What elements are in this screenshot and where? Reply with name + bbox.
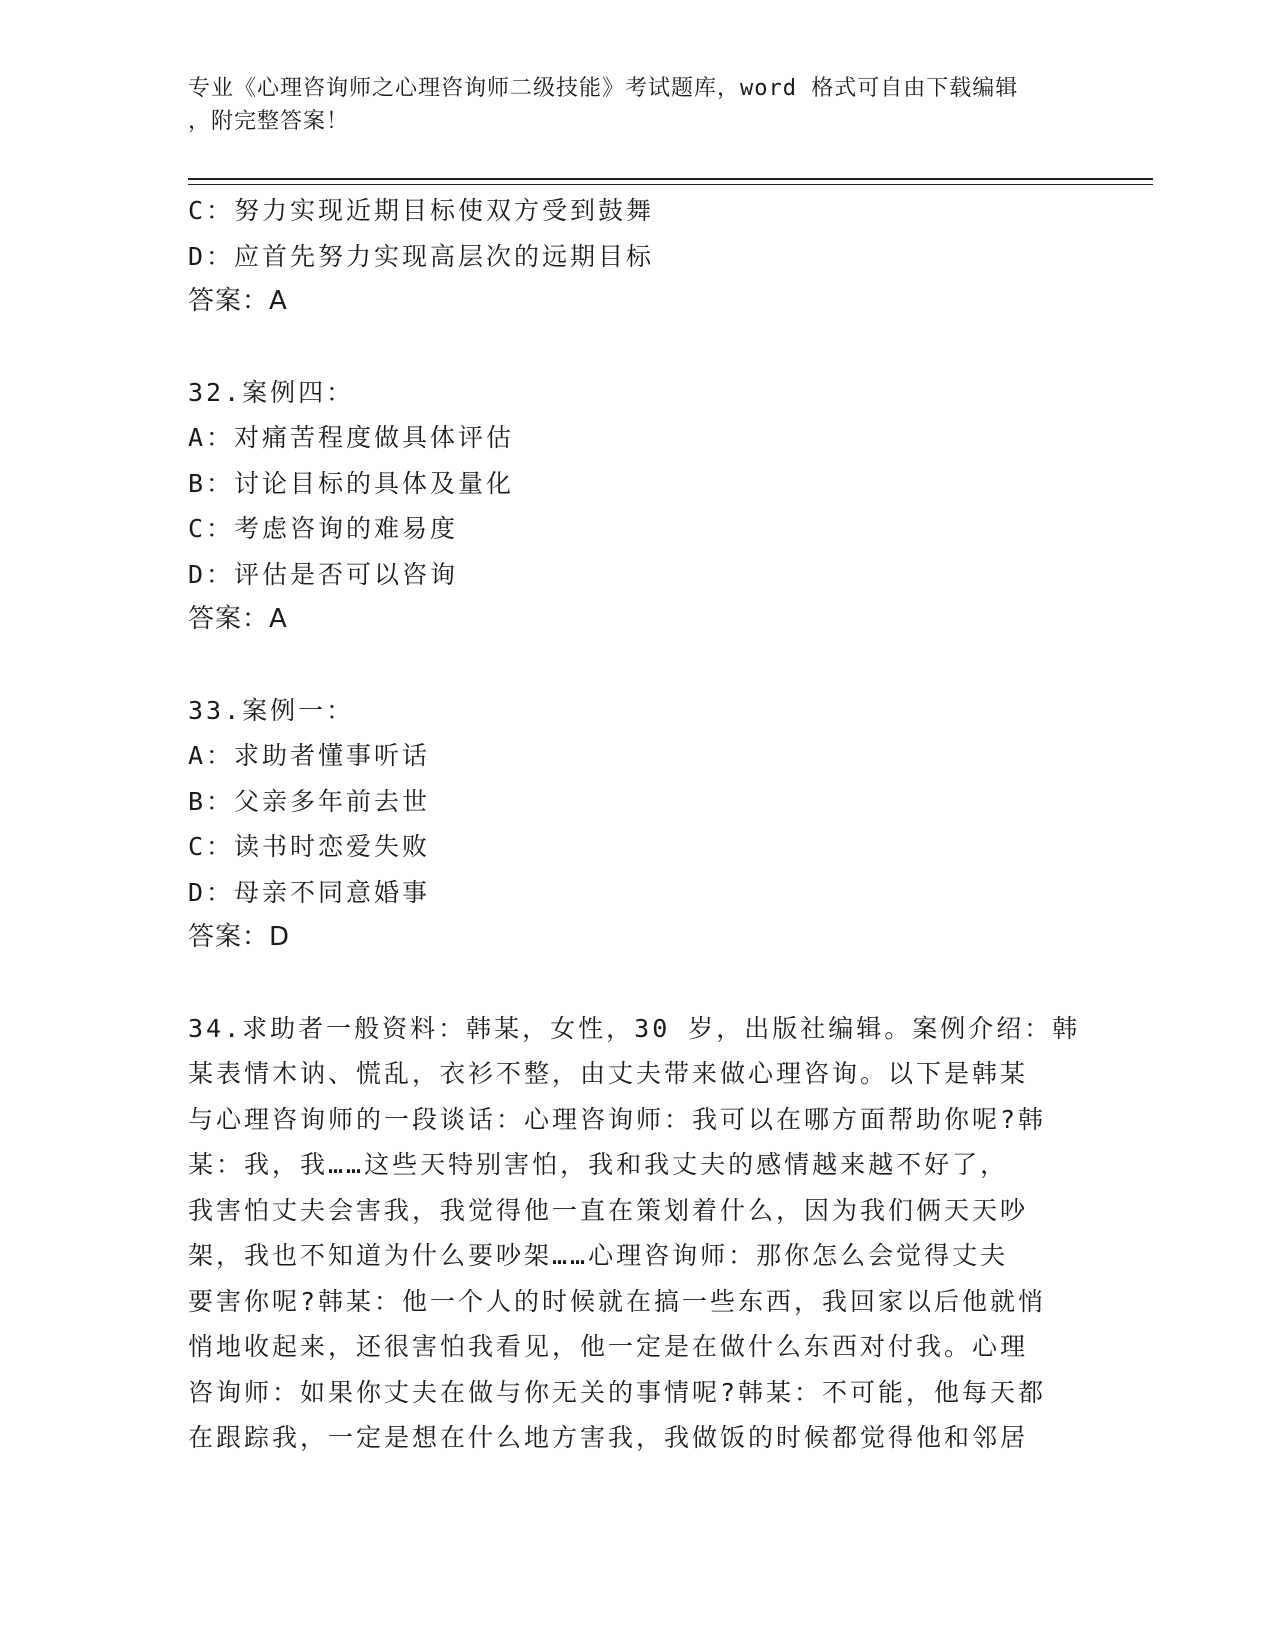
- header-line-2: ，附完整答案！: [188, 109, 350, 134]
- spacer: [188, 325, 1088, 370]
- answer-line: 答案：D: [188, 922, 291, 952]
- paragraph-line: 在跟踪我，一定是想在什么地方害我，我做饭的时候都觉得他和邻居: [188, 1423, 1029, 1452]
- paragraph-line: 34.求助者一般资料：韩某，女性，30 岁，出版社编辑。案例介绍：韩: [188, 1013, 1081, 1043]
- spacer: [188, 961, 1088, 1006]
- question-title: 32.案例四：: [188, 377, 355, 407]
- question-34: [188, 1006, 1088, 1461]
- paragraph-line: 悄地收起来，还很害怕我看见，他一定是在做什么东西对付我。心理: [188, 1332, 1029, 1361]
- option-c: C：考虑咨询的难易度: [188, 514, 459, 543]
- option-a: A：对痛苦程度做具体评估: [188, 423, 515, 452]
- question-31-fragment: [188, 188, 1088, 325]
- option-d: D：应首先努力实现高层次的远期目标: [188, 241, 655, 271]
- question-33: [188, 688, 1088, 961]
- option-a: A：求助者懂事听话: [188, 741, 431, 770]
- question-content: [188, 188, 1088, 1461]
- paragraph-line: 咨询师：如果你丈夫在做与你无关的事情呢?韩某：不可能，他每天都: [188, 1377, 1047, 1407]
- paragraph-line: 架，我也不知道为什么要吵架……心理咨询师：那你怎么会觉得丈夫: [188, 1241, 1009, 1270]
- option-b: B：父亲多年前去世: [188, 786, 431, 816]
- option-c: C：努力实现近期目标使双方受到鼓舞: [188, 196, 655, 225]
- question-32: [188, 370, 1088, 643]
- paragraph-line: 与心理咨询师的一段谈话：心理咨询师：我可以在哪方面帮助你呢?韩: [188, 1104, 1047, 1134]
- option-b: B：讨论目标的具体及量化: [188, 468, 515, 498]
- paragraph-line: 要害你呢?韩某：他一个人的时候就在搞一些东西，我回家以后他就悄: [188, 1286, 1047, 1316]
- option-d: D：母亲不同意婚事: [188, 877, 431, 907]
- page-header: [188, 72, 1068, 138]
- header-line-1: 专业《心理咨询师之心理咨询师二级技能》考试题库，word 格式可自由下载编辑: [188, 76, 1019, 101]
- paragraph-line: 某：我，我……这些天特别害怕，我和我丈夫的感情越来越不好了，: [188, 1150, 1009, 1179]
- paragraph-line: 我害怕丈夫会害我，我觉得他一直在策划着什么，因为我们俩天天吵: [188, 1195, 1029, 1225]
- spacer: [188, 643, 1088, 688]
- answer-line: 答案：A: [188, 286, 288, 316]
- question-title: 33.案例一：: [188, 695, 355, 725]
- option-c: C：读书时恋爱失败: [188, 832, 431, 861]
- header-divider: [188, 178, 1153, 185]
- paragraph-line: 某表情木讷、慌乱，衣衫不整，由丈夫带来做心理咨询。以下是韩某: [188, 1059, 1029, 1088]
- option-d: D：评估是否可以咨询: [188, 559, 459, 589]
- answer-line: 答案：A: [188, 604, 288, 634]
